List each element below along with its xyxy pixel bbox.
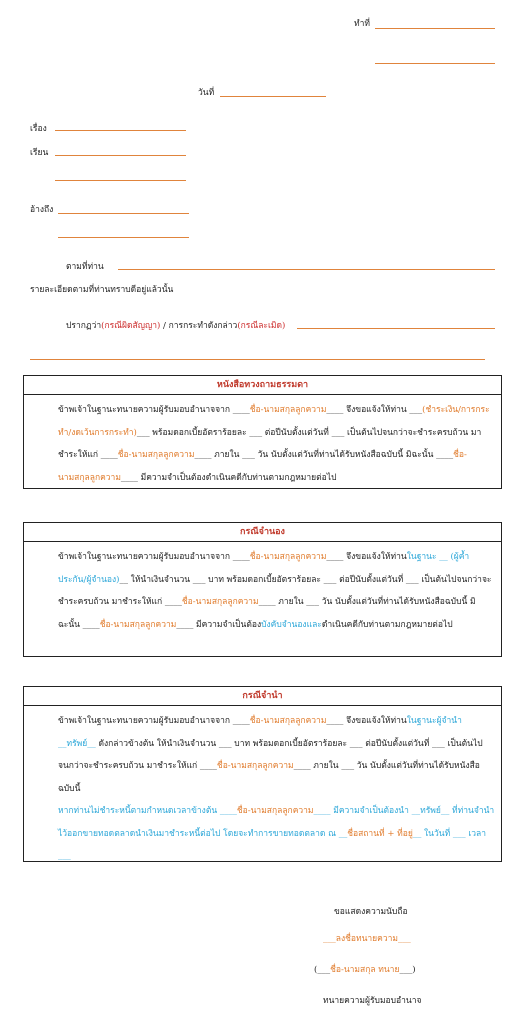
at-label: ทำที่ [354, 19, 370, 29]
date-label: วันที่ [198, 88, 215, 98]
pledge-title: กรณีจำนำ [24, 687, 501, 706]
mortgage-title: กรณีจำนอง [24, 523, 501, 542]
appears-line-2[interactable] [30, 359, 485, 360]
date-line[interactable] [220, 96, 326, 97]
mortgage-box [23, 522, 502, 657]
ref-line-1[interactable] [58, 213, 189, 214]
pledge-body: ข้าพเจ้าในฐานะทนายความผู้รับมอบอำนาจจาก ____ชื่อ-นามสกุลลูกความ____ จึงขอแจ้งให้ท่านในฐานะผู้จำนำ __ทรัพย์__ ดังกล่าวข้างต้น ให้นำเงินจำนวน ___ บาท พร้อมดอกเบี้ยอัตราร้อยละ ___ ต่อปีนับตั้งแต่วันที่ ___ เป็นต้นไปจนกว่าจะชำระครบถ้วน มาชำระให้แก่ ____ชื่อ-นามสกุลลูกความ____ ภายใน ___ วัน นับตั้งแต่วันที่ท่านได้รับหนังสือฉบับนี้ หากท่านไม่ชำระหนี้ตามกำหนดเวลาข้างต้น ____ชื่อ-นามสกุลลูกความ____ มีความจำเป็นต้องนำ __ทรัพย์__ ที่ท่านจำนำไว้ออกขายทอดตลาดนำเงินมาชำระหนี้ต่อไป โดยจะทำการขายทอดตลาด ณ __ชื่อสถานที่ + ที่อยู่__ ในวันที่ ___ เวลา ___ [58, 716, 495, 861]
subject-label: เรื่อง [30, 124, 47, 134]
lawyer-role: ทนายความผู้รับมอบอำนาจ [323, 996, 422, 1006]
to-line-1[interactable] [55, 155, 186, 156]
pledge-box [23, 686, 502, 862]
details-line: รายละเอียดตามที่ท่านทราบดีอยู่แล้วนั้น [30, 285, 174, 295]
appears-line: ปรากฏว่า(กรณีผิดสัญญา) / การกระทำดังกล่าว(กรณีละเมิด) [66, 321, 286, 331]
general-demand-box [23, 375, 502, 489]
subject-line[interactable] [55, 130, 186, 131]
at-line-1[interactable] [375, 28, 495, 29]
mortgage-body: ข้าพเจ้าในฐานะทนายความผู้รับมอบอำนาจจาก ____ชื่อ-นามสกุลลูกความ____ จึงขอแจ้งให้ท่านในฐานะ __ (ผู้ค้ำประกัน/ผู้จำนอง)__ ให้นำเงินจำนวน ___ บาท พร้อมดอกเบี้ยอัตราร้อยละ ___ ต่อปีนับตั้งแต่วันที่ ___ เป็นต้นไปจนกว่าจะชำระครบถ้วน มาชำระให้แก่ ____ชื่อ-นามสกุลลูกความ____ ภายใน ___ วัน นับตั้งแต่วันที่ท่านได้รับหนังสือฉบับนี้ มิฉะนั้น ____ชื่อ-นามสกุลลูกความ____ มีความจำเป็นต้องบังคับจำนองและดำเนินคดีกับท่านตามกฎหมายต่อไป [58, 552, 492, 630]
ref-label: อ้างถึง [30, 205, 54, 215]
appears-line-blank[interactable] [297, 328, 495, 329]
regards-text: ขอแสดงความนับถือ [334, 907, 408, 917]
to-line-2[interactable] [55, 180, 186, 181]
general-demand-body: ข้าพเจ้าในฐานะทนายความผู้รับมอบอำนาจจาก ____ชื่อ-นามสกุลลูกความ____ จึงขอแจ้งให้ท่าน ___(ชำระเงิน/การกระทำ/งดเว้นการกระทำ)___ พร้อมดอกเบี้ยอัตราร้อยละ ___ ต่อปีนับตั้งแต่วันที่ ___ เป็นต้นไปจนกว่าจะชำระครบถ้วน มาชำระให้แก่ ____ชื่อ-นามสกุลลูกความ____ ภายใน ___ วัน นับตั้งแต่วันที่ท่านได้รับหนังสือฉบับนี้ มิฉะนั้น ____ชื่อ-นามสกุลลูกความ____ มีความจำเป็นต้องดำเนินคดีกับท่านตามกฎหมายต่อไป [58, 405, 490, 483]
ref-line-2[interactable] [58, 237, 189, 238]
per-line[interactable] [118, 269, 495, 270]
per-label: ตามที่ท่าน [66, 262, 104, 272]
general-demand-title: หนังสือทวงถามธรรมดา [24, 376, 501, 395]
lawyer-signature: ___ลงชื่อทนายความ___ [323, 934, 411, 944]
lawyer-name: (___ชื่อ-นามสกุล ทนาย___) [314, 965, 416, 975]
to-label: เรียน [30, 148, 49, 158]
at-line-2[interactable] [375, 63, 495, 64]
